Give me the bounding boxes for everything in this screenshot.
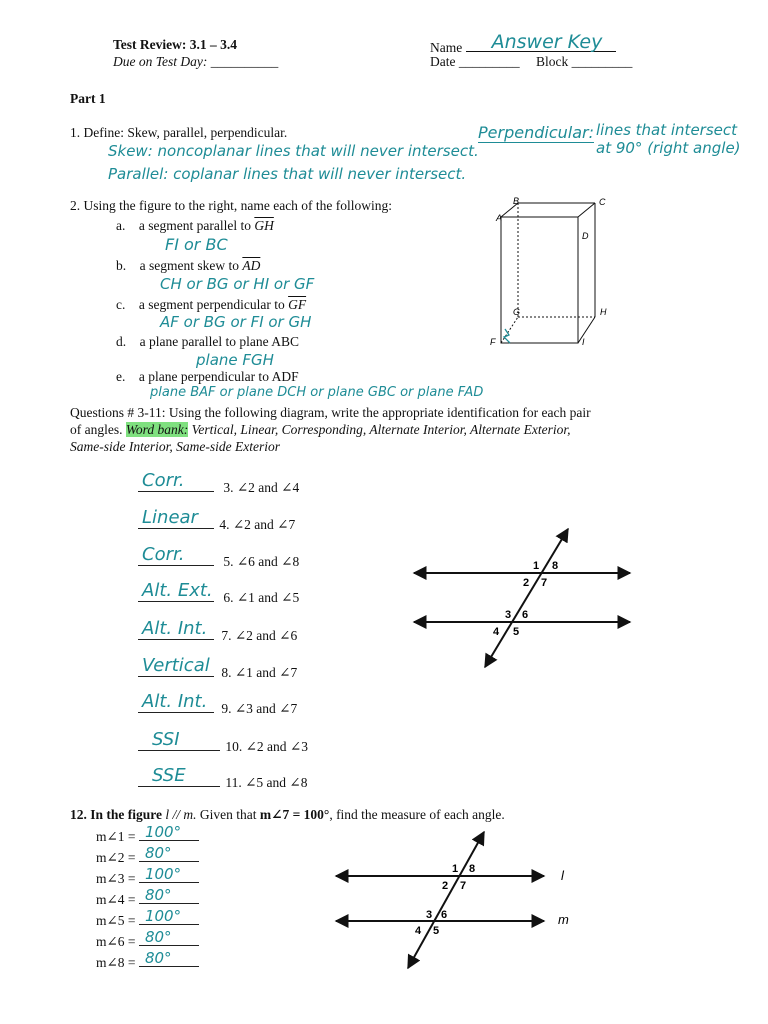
vertex-label: G <box>513 307 521 317</box>
q1-prompt: 1. Define: Skew, parallel, perpendicular. <box>70 125 288 140</box>
angle-label: 7 <box>460 880 467 892</box>
angle-label: 8 <box>552 560 559 572</box>
q12-angle-label: m∠5 = <box>96 913 136 928</box>
angle-label: 5 <box>513 626 520 638</box>
angle-label: 1 <box>533 560 540 572</box>
q6-text: 6. ∠1 and ∠5 <box>223 590 300 605</box>
vertex-label: A <box>496 213 503 223</box>
vertex-label: H <box>600 307 607 317</box>
q12-diagram <box>332 828 592 973</box>
q4-answer-row <box>138 507 296 533</box>
angle-label: 3 <box>505 609 512 621</box>
q3-answer: Corr. <box>142 470 185 491</box>
q12-angle-label: m∠4 = <box>96 892 136 907</box>
q2-item-b <box>116 258 260 274</box>
vertex-label: B <box>513 196 520 206</box>
angle-label: 1 <box>452 863 459 875</box>
q12-angle-answer: 100° <box>144 907 182 925</box>
q10-text: 10. ∠2 and ∠3 <box>225 739 308 754</box>
q2-item-text: a plane perpendicular to ADF <box>138 369 299 384</box>
line-m-label: m <box>558 912 569 927</box>
q2-item-letter: c. <box>116 297 126 312</box>
q12-angle-label: m∠2 = <box>96 850 136 865</box>
q2-item-text: a segment perpendicular to <box>138 297 285 312</box>
q11-answer: SSE <box>152 765 186 786</box>
angle-label: 3 <box>426 909 433 921</box>
q10-answer: SSI <box>152 729 180 750</box>
q12-angle-row <box>96 909 199 930</box>
angle-label: 6 <box>441 909 448 921</box>
q12-end: , find the measure of each angle. <box>329 807 505 822</box>
q2-item-text: a plane parallel to plane ABC <box>139 334 299 349</box>
vertex-label: I <box>582 337 585 347</box>
q12-angle-answer: 80° <box>144 949 172 967</box>
word-bank-1: Vertical, Linear, Corresponding, Alternate Interior, Alternate Exterior, <box>191 422 571 437</box>
name-value: Answer Key <box>491 31 603 53</box>
angle-label: 4 <box>415 925 422 937</box>
q11-text: 11. ∠5 and ∠8 <box>225 775 308 790</box>
line-l-label: l <box>561 868 564 883</box>
q12-angle-label: m∠3 = <box>96 871 136 886</box>
q12-angle-answer: 100° <box>144 823 182 841</box>
q6-answer-row <box>138 580 300 606</box>
q3-11-intro-pre: of angles. <box>70 422 123 437</box>
q2-answer-c: AF or BG or FI or GH <box>160 313 312 331</box>
q2-item-a <box>116 218 274 234</box>
q3-answer-row <box>138 470 300 496</box>
q12-angle-answer: 80° <box>144 844 172 862</box>
q3-11-intro-2 <box>70 422 570 438</box>
q9-answer-row <box>138 691 298 717</box>
q8-answer: Vertical <box>142 655 210 676</box>
part1-heading: Part 1 <box>70 91 106 106</box>
q3-11-intro-1: Questions # 3-11: Using the following diagram, write the appropriate identification for each pair <box>70 405 591 420</box>
vertex-label: D <box>582 231 589 241</box>
q12-angle-row <box>96 846 199 867</box>
q4-answer: Linear <box>142 507 198 528</box>
q5-answer: Corr. <box>142 544 185 565</box>
q2-item-letter: e. <box>116 369 126 384</box>
q7-answer-row <box>138 618 298 644</box>
prism-figure <box>485 195 615 350</box>
q2-item-e <box>116 369 299 385</box>
angle-label: 5 <box>433 925 440 937</box>
date-label: Date _________ <box>430 54 520 69</box>
q12-angle-row <box>96 888 199 909</box>
q2-item-ref: $\overline{GF}$ <box>288 297 307 312</box>
q12-angle-label: m∠6 = <box>96 934 136 949</box>
q12-mid: Given that <box>196 807 260 822</box>
angle-label: 7 <box>541 577 548 589</box>
q2-item-c <box>116 297 306 313</box>
q9-text: 9. ∠3 and ∠7 <box>221 701 298 716</box>
q12-angle-row <box>96 825 199 846</box>
q12-angle-answer: 80° <box>144 886 172 904</box>
perpendicular-label: Perpendicular: <box>478 123 594 142</box>
vertex-label: F <box>490 337 496 347</box>
q5-text: 5. ∠6 and ∠8 <box>223 554 300 569</box>
right-angle-mark <box>504 329 510 343</box>
q2-prompt: 2. Using the figure to the right, name each of the following: <box>70 198 393 213</box>
q2-item-letter: a. <box>116 218 126 233</box>
q9-answer: Alt. Int. <box>142 691 208 712</box>
name-label: Name <box>430 40 463 55</box>
q12-relation: l // m. <box>165 807 197 822</box>
q7-text: 7. ∠2 and ∠6 <box>221 628 298 643</box>
parallel-answer: Parallel: coplanar lines that will never intersect. <box>108 165 467 183</box>
due-date: Due on Test Day: __________ <box>113 54 279 69</box>
q2-item-ref: $\overline{AD}$ <box>242 258 261 273</box>
q12-angle-row <box>96 930 199 951</box>
q4-text: 4. ∠2 and ∠7 <box>219 517 296 532</box>
page-title: Test Review: 3.1 – 3.4 <box>113 37 237 52</box>
q10-answer-row <box>138 729 308 755</box>
q12-angle-row <box>96 867 199 888</box>
skew-answer: Skew: noncoplanar lines that will never intersect. <box>108 142 479 160</box>
q12-angle-answer: 100° <box>144 865 182 883</box>
angle-label: 2 <box>523 577 530 589</box>
q2-item-ref: $\overline{GH}$ <box>254 218 274 233</box>
q3-text: 3. ∠2 and ∠4 <box>223 480 300 495</box>
q2-item-text: a segment parallel to <box>138 218 251 233</box>
q2-item-text: a segment skew to <box>139 258 239 273</box>
perpendicular-answer-1: lines that intersect <box>596 121 738 139</box>
q12-angle-row <box>96 951 199 972</box>
q12-angle-answer: 80° <box>144 928 172 946</box>
q8-text: 8. ∠1 and ∠7 <box>221 665 298 680</box>
q2-item-letter: d. <box>116 334 127 349</box>
q12-prompt <box>70 807 505 823</box>
perpendicular-answer-2: at 90° (right angle) <box>596 139 741 157</box>
q2-answer-e: plane BAF or plane DCH or plane GBC or plane FAD <box>150 385 484 400</box>
block-label: Block _________ <box>536 54 633 69</box>
word-bank-label: Word bank: <box>125 422 189 437</box>
q12-angle-list <box>96 825 199 972</box>
q2-item-letter: b. <box>116 258 127 273</box>
q5-answer-row <box>138 544 300 570</box>
word-bank-2: Same-side Interior, Same-side Exterior <box>70 439 280 454</box>
q8-answer-row <box>138 655 298 681</box>
q2-answer-a: FI or BC <box>165 235 228 254</box>
q12-angle-label: m∠1 = <box>96 829 136 844</box>
q12-given: m∠7 = 100° <box>259 807 330 822</box>
q6-answer: Alt. Ext. <box>142 580 213 601</box>
angle-label: 6 <box>522 609 529 621</box>
q2-item-d <box>116 334 299 350</box>
q2-answer-b: CH or BG or HI or GF <box>160 275 315 293</box>
q2-answer-d: plane FGH <box>196 351 274 369</box>
q11-answer-row <box>138 765 308 791</box>
q12-number: 12. In the figure <box>70 807 166 822</box>
angle-label: 2 <box>442 880 449 892</box>
transversal-diagram <box>410 525 635 670</box>
angle-label: 4 <box>493 626 500 638</box>
angle-label: 8 <box>469 863 476 875</box>
q7-answer: Alt. Int. <box>142 618 208 639</box>
vertex-label: C <box>599 197 606 207</box>
q12-angle-label: m∠8 = <box>96 955 136 970</box>
